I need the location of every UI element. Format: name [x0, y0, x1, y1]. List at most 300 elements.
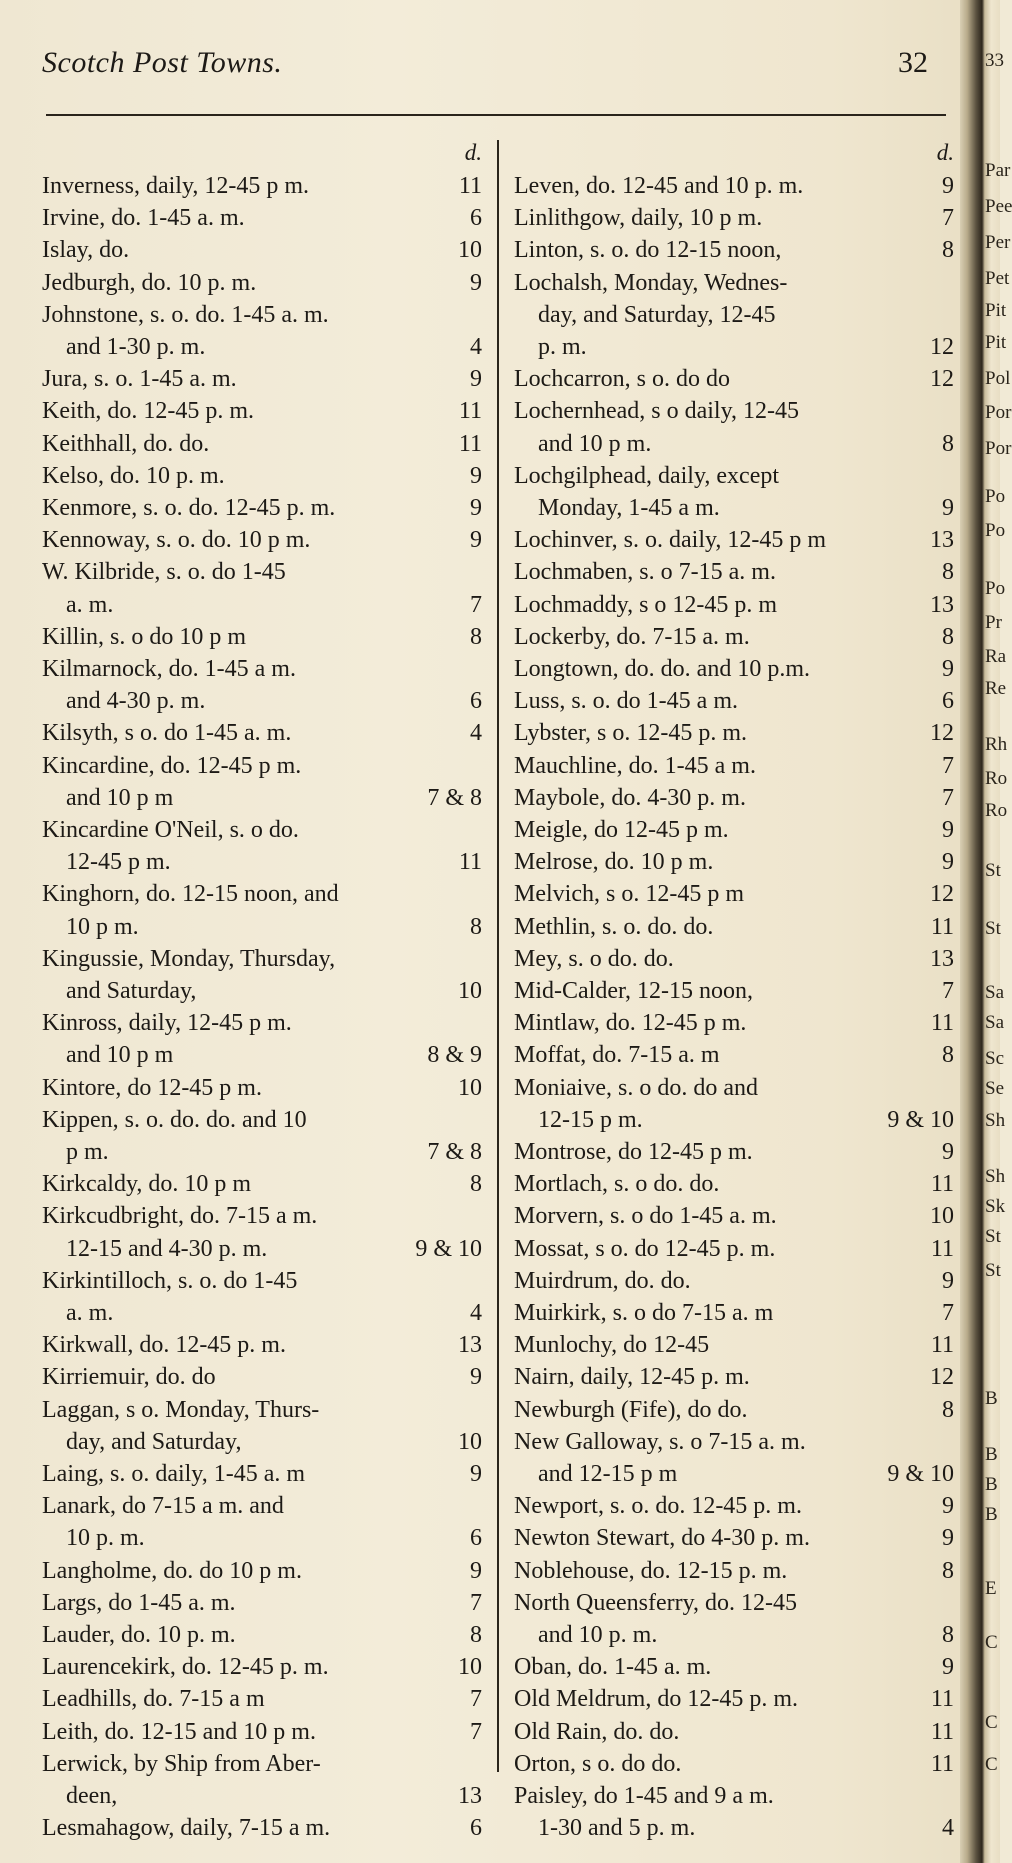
post-town-text: Laurencekirk, do. 12-45 p. m.	[42, 1654, 329, 1681]
post-town-line	[42, 493, 482, 523]
postage-pence: 8	[942, 559, 954, 586]
post-town-line	[514, 1395, 954, 1425]
post-town-line	[42, 1040, 482, 1070]
post-town-text: Lochmaddy, s o 12-45 p. m	[514, 591, 778, 618]
facing-page-fragment: Rh	[985, 734, 1008, 755]
postage-pence: 8	[942, 1042, 954, 1069]
post-town-line	[42, 1459, 482, 1489]
post-town-line	[514, 1266, 954, 1296]
post-town-text: Mid-Calder, 12-15 noon,	[514, 978, 754, 1004]
post-town-text: Kelso, do. 10 p. m.	[42, 462, 225, 489]
post-town-text: Maybole, do. 4-30 p. m.	[514, 784, 746, 811]
header-rule	[46, 114, 946, 116]
facing-page-fragment: Sh	[985, 1166, 1006, 1187]
post-town-text: Melrose, do. 10 p m.	[514, 849, 714, 876]
post-town-text: 12-45 p m.	[66, 849, 171, 876]
postage-pence: 7	[942, 752, 954, 779]
postage-pence: 11	[458, 849, 482, 876]
facing-page-edge	[983, 0, 1012, 1863]
post-town-line	[514, 1491, 954, 1521]
facing-page-fragment: Pol	[985, 368, 1011, 389]
postage-pence: 11	[458, 173, 482, 199]
post-town-line	[42, 1652, 482, 1682]
post-town-text: Lochcarron, s o. do do	[514, 366, 730, 393]
post-town-text: Kirkcudbright, do. 7-15 a m.	[42, 1203, 318, 1230]
facing-page-fragment: Po	[985, 578, 1006, 599]
post-town-line	[42, 718, 482, 748]
postage-pence: 4	[470, 720, 482, 747]
post-town-line	[42, 1556, 482, 1586]
post-town-text: Lochmaben, s. o 7-15 a. m.	[514, 559, 776, 586]
post-town-text: Kippen, s. o. do. do. and 10	[42, 1106, 307, 1133]
post-town-line	[514, 332, 954, 362]
post-town-text: Kingussie, Monday, Thursday,	[42, 945, 336, 972]
post-town-line	[514, 944, 954, 974]
post-town-line	[514, 525, 954, 555]
pence-column-heading: d.	[464, 140, 482, 165]
post-town-text: Old Meldrum, do 12-45 p. m.	[514, 1686, 798, 1713]
post-town-line	[514, 1234, 954, 1264]
post-town-text: Mortlach, s. o do. do.	[514, 1171, 720, 1198]
post-town-text: Mauchline, do. 1-45 a m.	[514, 752, 756, 779]
post-town-line	[514, 718, 954, 748]
post-town-line	[42, 1298, 482, 1328]
facing-page-fragment: Pet	[985, 268, 1010, 289]
post-town-text: Langholme, do. do 10 p m.	[42, 1557, 302, 1584]
post-town-text: and 10 p m	[66, 1042, 174, 1069]
postage-pence: 7	[942, 1300, 954, 1326]
post-town-line	[42, 590, 482, 620]
post-town-line	[42, 1201, 482, 1231]
postage-pence: 8	[942, 623, 954, 650]
post-town-text: and 4-30 p. m.	[66, 688, 206, 715]
post-town-line	[42, 944, 482, 974]
post-town-line	[514, 751, 954, 781]
postage-pence: 7 & 8	[427, 784, 482, 811]
postage-pence: 9 & 10	[415, 1235, 482, 1262]
post-town-text: Keith, do. 12-45 p. m.	[42, 398, 254, 425]
post-town-text: Methlin, s. o. do. do.	[514, 913, 714, 940]
post-town-text: Kennoway, s. o. do. 10 p m.	[42, 527, 311, 554]
post-town-text: Oban, do. 1-45 a. m.	[514, 1654, 712, 1681]
post-town-text: and 12-15 p m	[538, 1461, 678, 1487]
post-town-text: Lockerby, do. 7-15 a. m.	[514, 623, 750, 650]
post-town-line	[42, 1620, 482, 1650]
post-town-line	[514, 783, 954, 813]
post-town-text: Linlithgow, daily, 10 p m.	[514, 205, 763, 232]
postage-pence: 12	[930, 881, 954, 908]
post-town-text: Lochalsh, Monday, Wednes-	[514, 269, 788, 296]
postage-pence: 13	[458, 1783, 482, 1809]
postage-pence: 9	[942, 173, 954, 199]
postage-pence: 11	[930, 1750, 954, 1777]
facing-page-fragment: Ro	[985, 800, 1008, 821]
post-town-text: Kilsyth, s o. do 1-45 a. m.	[42, 720, 292, 747]
post-town-text: Monday, 1-45 a m.	[538, 495, 720, 521]
postage-pence: 8	[942, 1622, 954, 1648]
post-town-text: Mossat, s o. do 12-45 p. m.	[514, 1235, 776, 1262]
facing-page-fragment: Pr	[985, 612, 1002, 633]
post-town-line	[514, 879, 954, 909]
post-town-text: Kincardine, do. 12-45 p m.	[42, 752, 302, 779]
post-town-line	[514, 1588, 954, 1618]
postage-pence: 11	[930, 1235, 954, 1262]
postage-pence: 8	[942, 430, 954, 457]
post-town-line	[42, 783, 482, 813]
facing-page-fragment: Sa	[985, 982, 1004, 1003]
post-town-line	[42, 879, 482, 909]
post-town-text: deen,	[66, 1783, 118, 1809]
post-town-text: a. m.	[66, 591, 114, 618]
post-town-line	[42, 557, 482, 587]
post-town-line	[42, 461, 482, 491]
post-town-text: Montrose, do 12-45 p m.	[514, 1139, 753, 1165]
postage-pence: 12	[930, 334, 954, 360]
facing-page-fragment: Sa	[985, 1012, 1004, 1033]
facing-page-fragment: Por	[985, 402, 1012, 423]
post-town-line	[42, 847, 482, 877]
post-town-text: and Saturday,	[66, 978, 197, 1004]
facing-page-fragment: Per	[985, 232, 1011, 253]
post-town-text: 10 p m.	[66, 913, 139, 940]
post-town-text: W. Kilbride, s. o. do 1-45	[42, 559, 286, 586]
postage-pence: 6	[470, 205, 482, 232]
post-town-line	[42, 1073, 482, 1103]
post-town-line	[514, 1137, 954, 1167]
facing-page-fragment: St	[985, 860, 1001, 881]
post-town-text: Kirkcaldy, do. 10 p m	[42, 1171, 252, 1198]
postage-pence: 10	[458, 1654, 482, 1681]
postage-pence: 8	[470, 1171, 482, 1198]
post-town-text: Old Rain, do. do.	[514, 1718, 680, 1745]
post-town-text: Leith, do. 12-15 and 10 p m.	[42, 1718, 316, 1745]
postage-pence: 6	[942, 688, 954, 715]
post-town-text: Lochinver, s. o. daily, 12-45 p m	[514, 527, 827, 554]
post-town-text: Kincardine O'Neil, s. o do.	[42, 817, 299, 843]
post-town-line	[514, 1298, 954, 1328]
post-town-line	[42, 268, 482, 298]
post-town-text: Kinross, daily, 12-45 p m.	[42, 1010, 292, 1037]
postage-pence: 10	[458, 237, 482, 264]
postage-pence: 8	[942, 1557, 954, 1584]
post-town-line	[42, 1749, 482, 1779]
post-town-text: Newton Stewart, do 4-30 p. m.	[514, 1525, 810, 1552]
post-town-line	[514, 300, 954, 330]
post-town-text: Melvich, s o. 12-45 p m	[514, 881, 744, 908]
facing-page-fragment: Ra	[985, 646, 1007, 667]
post-town-text: Lochernhead, s o daily, 12-45	[514, 398, 800, 425]
postage-pence: 9	[942, 1493, 954, 1520]
postage-pence: 9	[942, 1267, 954, 1294]
postage-pence: 11	[458, 430, 482, 457]
postage-pence: 10	[458, 978, 482, 1004]
postage-pence: 12	[930, 720, 954, 747]
post-town-line	[514, 1105, 954, 1135]
post-town-text: Islay, do.	[42, 237, 130, 264]
postage-pence: 9	[470, 269, 482, 296]
postage-pence: 9	[942, 1654, 954, 1681]
postage-pence: 9 & 10	[887, 1106, 954, 1133]
post-town-text: Irvine, do. 1-45 a. m.	[42, 205, 245, 232]
post-town-text: Largs, do 1-45 a. m.	[42, 1589, 236, 1616]
post-town-line	[42, 396, 482, 426]
post-town-text: Muirdrum, do. do.	[514, 1267, 691, 1294]
post-town-text: Laing, s. o. daily, 1-45 a. m	[42, 1461, 306, 1487]
postage-pence: 11	[930, 1171, 954, 1198]
postage-pence: 8	[470, 913, 482, 940]
postage-pence: 11	[930, 913, 954, 940]
facing-page-fragment: Po	[985, 520, 1006, 541]
post-town-text: Moniaive, s. o do. do and	[514, 1074, 758, 1101]
post-town-line	[514, 847, 954, 877]
post-town-line	[42, 332, 482, 362]
facing-page-fragment: B	[985, 1444, 998, 1465]
post-town-line	[514, 1652, 954, 1682]
post-town-text: Morvern, s. o do 1-45 a. m.	[514, 1203, 777, 1230]
postage-pence: 11	[458, 398, 482, 425]
postage-pence: 9	[470, 366, 482, 393]
post-town-text: day, and Saturday,	[66, 1428, 242, 1455]
postage-pence: 11	[930, 1332, 954, 1359]
post-town-line	[514, 493, 954, 523]
post-town-line	[42, 1813, 482, 1843]
post-town-text: p m.	[66, 1139, 109, 1165]
postage-pence: 8	[942, 237, 954, 264]
post-town-text: Lochgilphead, daily, except	[514, 462, 780, 489]
post-town-text: Newburgh (Fife), do do.	[514, 1396, 748, 1423]
postage-pence: 9	[470, 1461, 482, 1487]
post-town-text: Keithhall, do. do.	[42, 430, 210, 457]
facing-page-fragment: B	[985, 1388, 998, 1409]
post-town-line	[42, 203, 482, 233]
facing-page-fragment: Sh	[985, 1110, 1006, 1131]
post-town-line	[514, 1330, 954, 1360]
postage-pence: 8	[470, 623, 482, 650]
post-town-line	[514, 1749, 954, 1779]
post-town-line	[514, 1556, 954, 1586]
facing-page-fragment: Par	[985, 160, 1011, 181]
post-town-text: Lerwick, by Ship from Aber-	[42, 1750, 321, 1777]
post-town-line	[42, 654, 482, 684]
post-town-line	[42, 976, 482, 1006]
post-town-line	[514, 912, 954, 942]
postage-pence: 8 & 9	[427, 1042, 482, 1069]
post-town-text: North Queensferry, do. 12-45	[514, 1589, 798, 1616]
post-town-line	[514, 203, 954, 233]
post-town-text: Noblehouse, do. 12-15 p. m.	[514, 1557, 788, 1584]
post-town-line	[514, 1781, 954, 1811]
post-town-text: Lanark, do 7-15 a m. and	[42, 1493, 284, 1520]
post-town-line	[514, 590, 954, 620]
post-town-text: Johnstone, s. o. do. 1-45 a. m.	[42, 301, 329, 328]
post-town-text: Kirkwall, do. 12-45 p. m.	[42, 1332, 286, 1359]
post-town-line	[42, 1137, 482, 1167]
post-town-text: Mey, s. o do. do.	[514, 945, 674, 972]
post-town-text: Jedburgh, do. 10 p. m.	[42, 269, 257, 296]
post-town-line	[42, 1781, 482, 1811]
postage-pence: 7	[942, 978, 954, 1004]
post-town-text: and 1-30 p. m.	[66, 334, 206, 360]
post-town-text: Muirkirk, s. o do 7-15 a. m	[514, 1300, 774, 1326]
post-town-text: Newport, s. o. do. 12-45 p. m.	[514, 1493, 802, 1520]
post-town-line	[514, 686, 954, 716]
facing-page-fragment: Ro	[985, 768, 1008, 789]
postage-pence: 8	[470, 1622, 482, 1648]
postage-pence: 13	[930, 527, 954, 554]
post-town-line	[42, 1427, 482, 1457]
postage-pence: 7 & 8	[427, 1139, 482, 1165]
postage-pence: 4	[942, 1815, 954, 1842]
post-town-line	[42, 1684, 482, 1714]
post-town-line	[514, 1201, 954, 1231]
post-town-line	[514, 1427, 954, 1457]
facing-page-fragment: Pit	[985, 332, 1007, 353]
postage-pence: 6	[470, 1525, 482, 1552]
post-town-line	[514, 235, 954, 265]
facing-page-fragment: C	[985, 1712, 998, 1733]
post-town-text: Nairn, daily, 12-45 p. m.	[514, 1364, 750, 1391]
post-town-text: and 10 p m.	[538, 430, 652, 457]
post-town-text: Lybster, s o. 12-45 p. m.	[514, 720, 748, 747]
facing-page-fragment: Po	[985, 486, 1006, 507]
facing-page-fragment: Sc	[985, 1048, 1004, 1069]
post-town-line	[42, 1169, 482, 1199]
post-town-text: 12-15 and 4-30 p. m.	[66, 1235, 268, 1262]
facing-page-fragment: Pit	[985, 300, 1007, 321]
post-town-line	[514, 1684, 954, 1714]
postage-pence: 7	[942, 205, 954, 232]
post-town-line	[42, 1362, 482, 1392]
post-town-line	[42, 364, 482, 394]
facing-page-fragment: Sk	[985, 1196, 1006, 1217]
postage-pence: 10	[458, 1074, 482, 1101]
post-town-line	[514, 268, 954, 298]
post-town-line	[42, 1523, 482, 1553]
post-town-line	[514, 461, 954, 491]
post-town-text: Leven, do. 12-45 and 10 p. m.	[514, 173, 804, 199]
postage-pence: 4	[470, 1300, 482, 1326]
postage-pence: 9 & 10	[887, 1461, 954, 1487]
post-town-line	[42, 429, 482, 459]
post-town-line	[514, 1169, 954, 1199]
page-number: 32	[898, 46, 928, 79]
post-town-line	[42, 300, 482, 330]
post-town-text: Killin, s. o do 10 p m	[42, 623, 247, 650]
postage-pence: 10	[458, 1428, 482, 1455]
postage-pence: 9	[942, 1139, 954, 1165]
post-town-line	[42, 751, 482, 781]
post-town-text: p. m.	[538, 334, 587, 360]
post-town-text: Leadhills, do. 7-15 a m	[42, 1686, 265, 1713]
post-town-line	[514, 622, 954, 652]
postage-pence: 9	[942, 817, 954, 843]
post-town-text: Meigle, do 12-45 p m.	[514, 817, 729, 843]
post-town-line	[42, 525, 482, 555]
post-town-text: Longtown, do. do. and 10 p.m.	[514, 656, 810, 682]
page-title: Scotch Post Towns.	[42, 46, 283, 79]
post-town-line	[514, 429, 954, 459]
post-town-text: Kinghorn, do. 12-15 noon, and	[42, 881, 339, 908]
facing-page-fragment: 33	[985, 50, 1004, 71]
facing-page-fragment: Re	[985, 678, 1007, 699]
post-town-line	[514, 654, 954, 684]
post-town-text: Orton, s o. do do.	[514, 1750, 682, 1777]
post-town-line	[514, 1362, 954, 1392]
post-town-line	[514, 396, 954, 426]
facing-page-fragment: E	[985, 1578, 997, 1599]
post-town-text: Munlochy, do 12-45	[514, 1332, 710, 1359]
postage-pence: 11	[930, 1010, 954, 1037]
post-town-text: Kenmore, s. o. do. 12-45 p. m.	[42, 495, 336, 521]
post-town-text: and 10 p. m.	[538, 1622, 658, 1648]
post-town-line	[514, 1459, 954, 1489]
post-town-line	[42, 815, 482, 845]
postage-pence: 10	[930, 1203, 954, 1230]
postage-pence: 9	[942, 849, 954, 876]
facing-page-fragment: B	[985, 1474, 998, 1495]
postage-pence: 9	[470, 1364, 482, 1391]
post-town-text: Lauder, do. 10 p. m.	[42, 1622, 236, 1648]
post-town-text: 10 p. m.	[66, 1525, 145, 1552]
postage-pence: 9	[942, 1525, 954, 1552]
post-town-text: Moffat, do. 7-15 a. m	[514, 1042, 720, 1069]
post-town-text: Laggan, s o. Monday, Thurs-	[42, 1396, 320, 1423]
postage-pence: 13	[458, 1332, 482, 1359]
postage-pence: 6	[470, 688, 482, 715]
post-town-line	[514, 1040, 954, 1070]
post-town-text: 1-30 and 5 p. m.	[538, 1815, 696, 1842]
post-town-line	[42, 1491, 482, 1521]
postage-pence: 13	[930, 591, 954, 618]
post-town-line	[514, 364, 954, 394]
post-town-text: Linton, s. o. do 12-15 noon,	[514, 237, 782, 264]
facing-page-fragment: B	[985, 1504, 998, 1525]
post-town-text: Mintlaw, do. 12-45 p m.	[514, 1010, 747, 1037]
post-town-line	[514, 1620, 954, 1650]
postage-pence: 13	[930, 945, 954, 972]
post-town-text: Jura, s. o. 1-45 a. m.	[42, 366, 237, 393]
post-town-text: day, and Saturday, 12-45	[538, 301, 776, 328]
post-town-line	[42, 1266, 482, 1296]
facing-page-fragment: C	[985, 1754, 998, 1775]
post-town-text: Inverness, daily, 12-45 p m.	[42, 173, 310, 199]
post-town-line	[514, 1717, 954, 1747]
facing-page-fragment: Por	[985, 438, 1012, 459]
post-town-line	[42, 235, 482, 265]
postage-pence: 11	[930, 1686, 954, 1713]
post-town-line	[42, 1234, 482, 1264]
post-town-text: Lesmahagow, daily, 7-15 a m.	[42, 1815, 331, 1842]
post-town-text: Kintore, do 12-45 p m.	[42, 1074, 262, 1101]
postage-pence: 9	[470, 527, 482, 554]
post-town-text: and 10 p m	[66, 784, 174, 811]
facing-page-fragment: Pee	[985, 196, 1012, 217]
post-town-line	[42, 1588, 482, 1618]
post-town-line	[42, 1717, 482, 1747]
post-town-line	[42, 622, 482, 652]
postage-pence: 7	[942, 784, 954, 811]
postage-pence: 6	[470, 1815, 482, 1842]
postage-pence: 9	[942, 495, 954, 521]
postage-pence: 8	[942, 1396, 954, 1423]
postage-pence: 9	[470, 462, 482, 489]
post-town-line	[514, 1008, 954, 1038]
facing-page-fragment: St	[985, 918, 1001, 939]
post-town-line	[514, 1523, 954, 1553]
post-town-text: Kirkintilloch, s. o. do 1-45	[42, 1267, 298, 1294]
postage-pence: 9	[942, 656, 954, 682]
post-town-line	[42, 1330, 482, 1360]
